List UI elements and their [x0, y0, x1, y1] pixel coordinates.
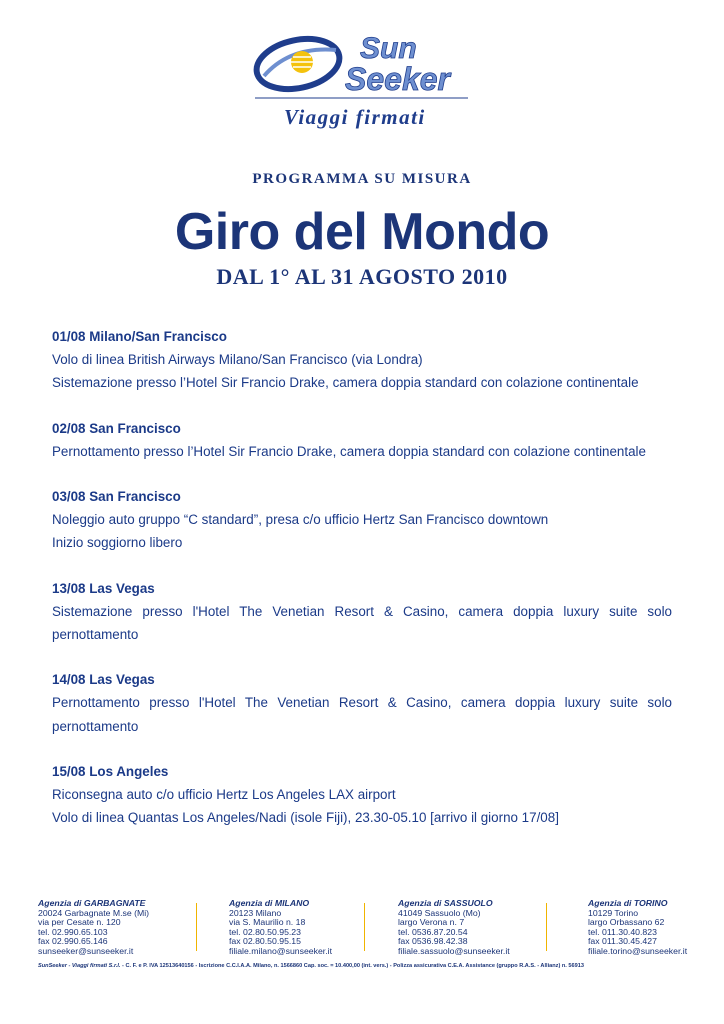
- agency-name: Agenzia di MILANO: [229, 898, 310, 908]
- day-line: Volo di linea British Airways Milano/San Francisco (via Londra): [52, 352, 423, 368]
- agency-line: 20123 Milano: [229, 907, 282, 918]
- day-line: Pernottamento presso l’Hotel Sir Francio Drake, camera doppia standard con colazione continentale: [52, 443, 646, 459]
- logo-line2: Seeker: [345, 61, 450, 97]
- agency-sassuolo: [398, 899, 510, 957]
- agency-line: tel. 02.80.50.95.23: [229, 926, 301, 937]
- sunseeker-logo: [250, 28, 480, 133]
- day-line: Volo di linea Quantas Los Angeles/Nadi (isole Fiji), 23.30-05.10 [arrivo il giorno 17/08]: [52, 810, 559, 826]
- day-title: 02/08 San Francisco: [52, 420, 181, 436]
- day-line: Sistemazione presso l'Hotel The Venetian Resort & Casino, camera doppia luxury suite solo pernottamento: [52, 603, 672, 643]
- day-title: 13/08 Las Vegas: [52, 580, 155, 596]
- agency-name: Agenzia di TORINO: [588, 898, 668, 908]
- agency-line: largo Verona n. 7: [398, 917, 465, 928]
- legal-brand: SunSeeker - Viaggi firmati S.r.l.: [38, 963, 121, 969]
- agency-line: tel. 011.30.40.823: [588, 926, 657, 937]
- program-subtitle: PROGRAMMA SU MISURA: [252, 171, 472, 187]
- itinerary-day: [52, 760, 672, 830]
- itinerary-day: [52, 325, 672, 395]
- legal-text: - C. F. e P. IVA 12513640156 - Iscrizione C.C.I.A.A. Milano, n. 1566860 Cap. soc. = 10.400,00 (int. vers.) - Polizza assicurativa C.E.A. Assistance (gruppo R.A.S. - Allianz) n. 56913: [120, 963, 584, 969]
- agency-line: largo Orbassano 62: [588, 917, 665, 928]
- itinerary-day: [52, 485, 672, 555]
- agency-name: Agenzia di SASSUOLO: [398, 898, 493, 908]
- agency-torino: [588, 899, 687, 957]
- day-line: Pernottamento presso l'Hotel The Venetian Resort & Casino, camera doppia luxury suite solo pernottamento: [52, 695, 672, 734]
- itinerary-day: [52, 417, 672, 463]
- itinerary-day: [52, 577, 672, 647]
- footer-agencies: [38, 899, 698, 959]
- date-range: DAL 1° AL 31 AGOSTO 2010: [216, 264, 508, 289]
- agency-line: 41049 Sassuolo (Mo): [398, 907, 481, 918]
- divider: [546, 903, 547, 951]
- day-title: 03/08 San Francisco: [52, 489, 181, 505]
- agency-garbagnate: [38, 899, 149, 957]
- day-line: Noleggio auto gruppo “C standard”, presa c/o ufficio Hertz San Francisco downtown: [52, 512, 549, 528]
- agency-email[interactable]: filiale.milano@sunseeker.it: [229, 945, 332, 956]
- agency-name: Agenzia di GARBAGNATE: [38, 898, 146, 908]
- legal-notice: [38, 963, 698, 969]
- itinerary-day: [52, 668, 672, 738]
- agency-email[interactable]: sunseeker@sunseeker.it: [38, 945, 134, 956]
- logo-tagline: Viaggi firmati: [284, 105, 426, 129]
- itinerary: [52, 325, 672, 851]
- agency-line: via per Cesate n. 120: [38, 917, 121, 928]
- divider: [364, 903, 365, 951]
- logo-line1: Sun: [360, 32, 417, 65]
- day-title: 14/08 Las Vegas: [52, 672, 155, 688]
- day-title: 01/08 Milano/San Francisco: [52, 329, 227, 344]
- agency-line: 10129 Torino: [588, 907, 639, 918]
- agency-email[interactable]: filiale.sassuolo@sunseeker.it: [398, 945, 510, 956]
- page-title: Giro del Mondo: [174, 203, 550, 261]
- agency-line: fax 02.80.50.95.15: [229, 936, 301, 947]
- agency-line: tel. 0536.87.20.54: [398, 926, 468, 937]
- agency-email[interactable]: filiale.torino@sunseeker.it: [588, 945, 688, 956]
- agency-line: fax 02.990.65.146: [38, 936, 108, 947]
- agency-line: fax 011.30.45.427: [588, 936, 657, 947]
- agency-milano: [229, 899, 332, 957]
- agency-line: via S. Maurilio n. 18: [229, 917, 306, 928]
- day-line: Inizio soggiorno libero: [52, 535, 183, 551]
- day-line: Sistemazione presso l’Hotel Sir Francio Drake, camera doppia standard con colazione continentale: [52, 375, 639, 391]
- day-title: 15/08 Los Angeles: [52, 763, 169, 779]
- agency-line: fax 0536.98.42.38: [398, 936, 468, 947]
- day-line: Riconsegna auto c/o ufficio Hertz Los Angeles LAX airport: [52, 787, 396, 803]
- agency-line: tel. 02.990.65.103: [38, 926, 108, 937]
- agency-line: 20024 Garbagnate M.se (Mi): [38, 907, 150, 918]
- divider: [196, 903, 197, 951]
